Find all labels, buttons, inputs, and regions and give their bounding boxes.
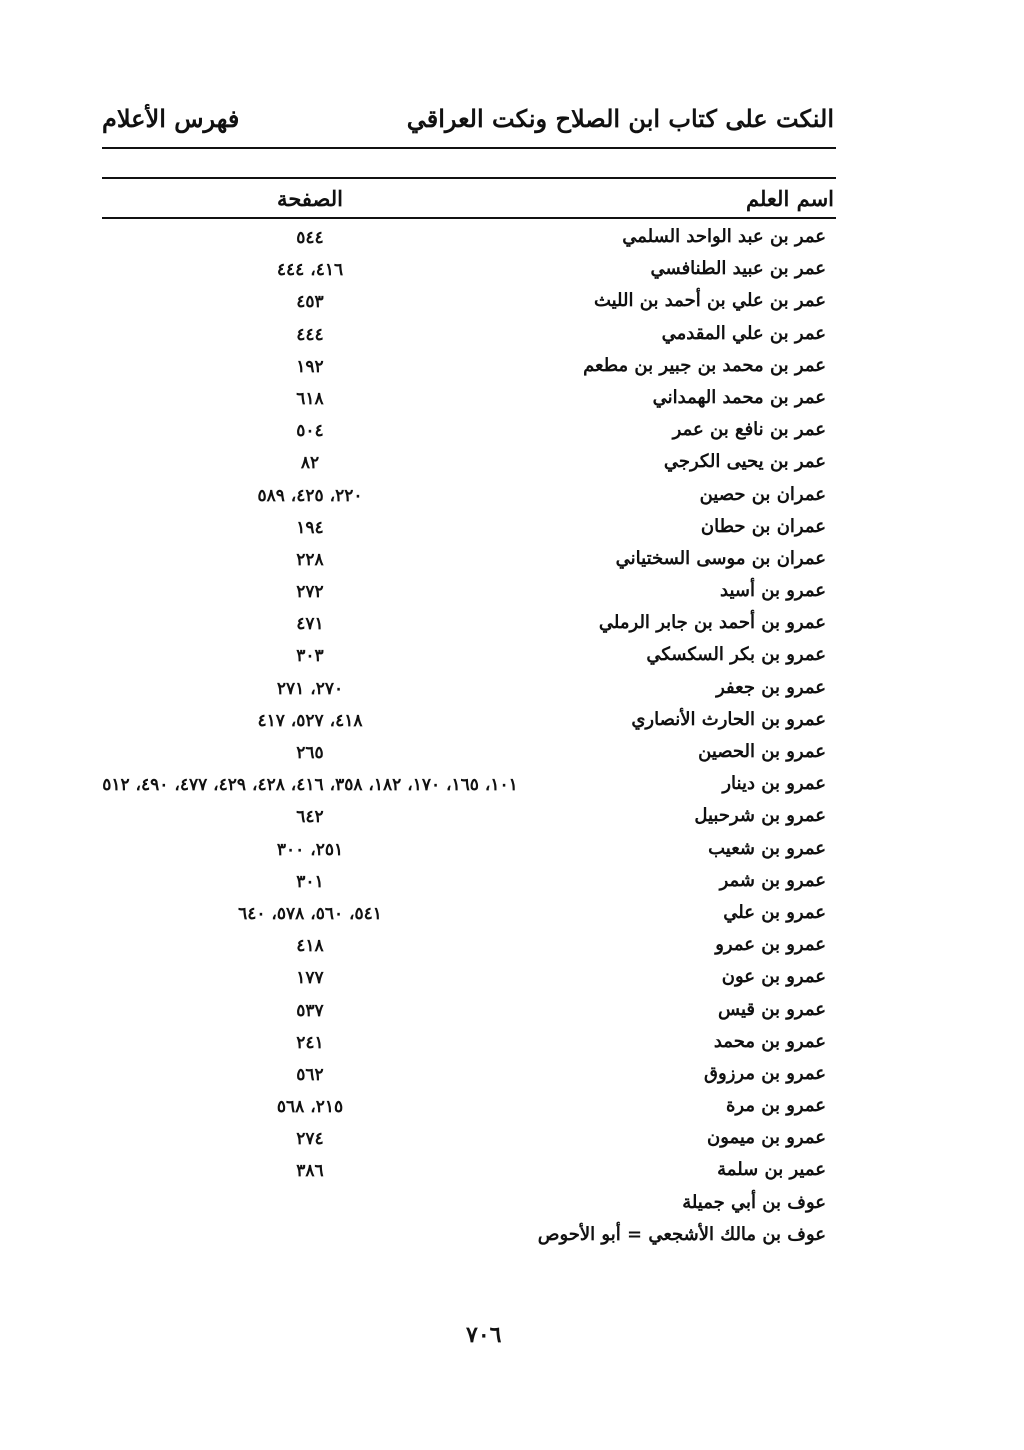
entry-name: عمر بن يحيى الكرجي: [663, 451, 826, 473]
table-row: [102, 578, 836, 610]
entry-name: عمرو بن شعيب: [708, 837, 826, 859]
table-row: [102, 803, 836, 835]
entry-name: عوف بن أبي جميلة: [682, 1191, 826, 1213]
entry-pages: ١٩٢: [296, 356, 324, 377]
entry-name: عمرو بن عون: [721, 966, 826, 988]
table-row: [102, 932, 836, 964]
entry-name: عمرو بن ميمون: [706, 1127, 826, 1149]
table-row: [102, 964, 836, 996]
entry-pages: ٢١٥، ٥٦٨: [276, 1097, 344, 1118]
entry-pages: ٤١٨، ٥٢٧، ٤١٧: [257, 710, 363, 731]
table-row: [102, 417, 836, 449]
table-row: [102, 1093, 836, 1125]
header-divider: [102, 147, 836, 149]
entry-pages: ٣٨٦: [296, 1161, 324, 1182]
section-title: فهرس الأعلام: [102, 104, 240, 133]
table-row: [102, 449, 836, 481]
entry-name: عمرو بن مرزوق: [704, 1062, 826, 1084]
entry-name: عوف بن مالك الأشجعي = أبو الأحوص: [537, 1223, 826, 1245]
entry-pages: ٤٤٤: [296, 324, 324, 345]
table-row: [102, 707, 836, 739]
entry-name: عمرو بن قيس: [718, 998, 826, 1020]
entry-pages: ٨٢: [300, 453, 320, 474]
entry-pages: ٣٠٣: [296, 646, 324, 667]
entry-name: عمرو بن أسيد: [720, 580, 826, 602]
entry-name: عمرو بن عمرو: [715, 934, 826, 956]
entry-pages: ٢٤١: [296, 1032, 324, 1053]
table-row: [102, 321, 836, 353]
entry-name: عمران بن حصين: [699, 483, 826, 505]
entry-pages: ٢٦٥: [296, 743, 324, 763]
page-number: ٧٠٦: [466, 1322, 502, 1348]
table-row: [102, 514, 836, 546]
table-row: [102, 256, 836, 288]
entry-pages: ٢٧٤: [296, 1129, 324, 1150]
table-row: [102, 771, 836, 803]
table-row: [102, 546, 836, 578]
entry-name: عمرو بن محمد: [713, 1030, 826, 1052]
table-row: [102, 1157, 836, 1189]
table-row: [102, 224, 836, 256]
table-row: [102, 900, 836, 932]
table-row: [102, 385, 836, 417]
entry-pages: ٤٥٣: [296, 292, 324, 313]
table-row: [102, 1190, 836, 1222]
entry-pages: ١٧٧: [296, 968, 324, 989]
entry-name: عمران بن موسى السختياني: [615, 547, 826, 569]
entry-name: عمرو بن الحصين: [698, 741, 826, 762]
table-row: [102, 836, 836, 868]
entry-pages: ٦١٨: [296, 388, 324, 409]
table-row: [102, 353, 836, 385]
table-row: [102, 739, 836, 771]
column-header-name: اسم العلم: [745, 186, 834, 211]
entry-name: عمير بن سلمة: [717, 1159, 826, 1181]
table-header-rule: [102, 217, 836, 219]
entry-pages: ٢٧٢: [296, 582, 324, 603]
entry-pages: ٥٣٧: [296, 1000, 324, 1021]
entry-name: عمرو بن شمر: [719, 869, 826, 891]
entry-pages: ٦٤٢: [296, 807, 324, 828]
table-row: [102, 1029, 836, 1061]
table-row: [102, 1125, 836, 1157]
entry-pages: ٤١٨: [296, 936, 324, 957]
entry-name: عمران بن حطان: [700, 515, 826, 537]
entry-name: عمرو بن علي: [723, 901, 826, 923]
entry-name: عمرو بن الحارث الأنصاري: [631, 708, 826, 730]
entry-name: عمرو بن شرحبيل: [694, 805, 826, 827]
table-row: [102, 1061, 836, 1093]
entry-name: عمر بن عبد الواحد السلمي: [622, 226, 826, 247]
entry-pages: ٥٤٤: [296, 228, 324, 248]
entry-pages: ٢٢٠، ٤٢٥، ٥٨٩: [257, 485, 363, 506]
table-row: [102, 868, 836, 900]
table-row: [102, 288, 836, 320]
entry-name: عمر بن محمد بن جبير بن مطعم: [583, 354, 826, 376]
entry-name: عمر بن عبيد الطنافسي: [650, 258, 826, 280]
entry-name: عمرو بن دينار: [722, 773, 826, 795]
entry-pages: ١٩٤: [296, 517, 324, 538]
entry-name: عمرو بن جعفر: [716, 676, 826, 698]
entry-name: عمر بن علي بن أحمد بن الليث: [593, 290, 826, 312]
book-title: النكت على كتاب ابن الصلاح ونكت العراقي: [406, 104, 834, 133]
entry-pages: ١٠١، ١٦٥، ١٧٠، ١٨٢، ٣٥٨، ٤١٦، ٤٢٨، ٤٢٩، ٤٧٧، ٤٩٠، ٥١٢: [102, 775, 518, 796]
entry-pages: ٤٧١: [296, 614, 324, 635]
table-row: [102, 482, 836, 514]
table-row: [102, 610, 836, 642]
entry-pages: ٢٧٠، ٢٧١: [276, 678, 344, 699]
entry-name: عمر بن نافع بن عمر: [672, 419, 826, 441]
entry-pages: ٢٥١، ٣٠٠: [276, 839, 344, 860]
entry-name: عمرو بن أحمد بن جابر الرملي: [598, 612, 826, 634]
entry-pages: ٤١٦، ٤٤٤: [276, 260, 344, 281]
entry-pages: ٢٢٨: [296, 549, 324, 570]
entry-pages: ٥٦٢: [296, 1064, 324, 1085]
entry-pages: ٣٠١: [296, 871, 324, 892]
column-header-page: الصفحة: [277, 186, 343, 211]
table-row: [102, 642, 836, 674]
entry-name: عمر بن علي المقدمي: [661, 322, 826, 344]
index-table: [102, 224, 836, 1254]
entry-name: عمرو بن بكر السكسكي: [646, 644, 826, 666]
entry-name: عمرو بن مرة: [725, 1095, 826, 1117]
table-row: [102, 997, 836, 1029]
entry-name: عمر بن محمد الهمداني: [652, 386, 826, 408]
table-row: [102, 1222, 836, 1254]
table-top-rule: [102, 177, 836, 179]
entry-pages: ٥٤١، ٥٦٠، ٥٧٨، ٦٤٠: [238, 903, 382, 924]
table-row: [102, 675, 836, 707]
entry-pages: ٥٠٤: [296, 421, 324, 442]
